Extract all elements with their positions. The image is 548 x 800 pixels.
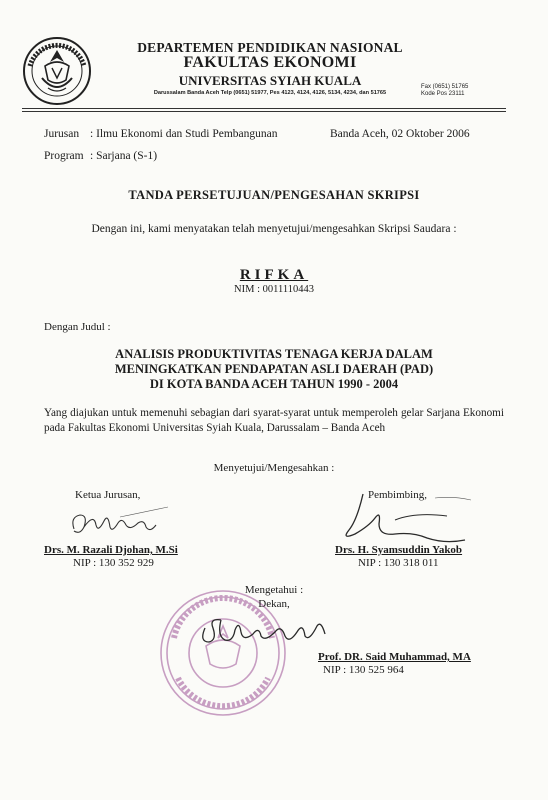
thesis-title-line-3: DI KOTA BANDA ACEH TAHUN 1990 - 2004 [149,377,399,391]
tut-wuri-handayani-logo [22,36,92,106]
letterhead-divider [22,108,506,109]
letterhead-divider-thin [22,111,506,112]
purpose-paragraph: Yang diajukan untuk memenuhi sebagian dari syarat-syarat untuk memperoleh gelar Sarjana Ekonomi pada Fakultas Ekonomi Universitas Syiah Kuala, Darussalam – Banda Aceh [44,407,504,434]
program-label: Program [44,150,84,162]
ketua-role: Ketua Jurusan, [75,489,141,501]
thesis-title-line-1: ANALISIS PRODUKTIVITAS TENAGA KERJA DALAM [115,347,433,361]
address-line: Darussalam Banda Aceh Telp (0651) 51977, Pes 4123, 4124, 4126, 5134, 4234, dan 51765 [153,90,387,96]
ketua-name: Drs. M. Razali Djohan, M.Si [44,544,178,556]
jurusan-value: : Ilmu Ekonomi dan Studi Pembangunan [90,128,278,140]
jurusan-label: Jurusan [44,128,80,140]
mengetahui-label: Mengetahui : [244,584,304,596]
postal-code: Kode Pos 23111 [421,91,465,97]
dekan-signature [195,612,345,652]
department-heading: DEPARTEMEN PENDIDIKAN NASIONAL [137,40,403,55]
judul-label: Dengan Judul : [44,321,111,333]
student-nim: NIM : 0011110443 [234,284,314,295]
pembimbing-role: Pembimbing, [368,489,427,501]
ketua-signature [60,505,170,545]
document-title: TANDA PERSETUJUAN/PENGESAHAN SKRIPSI [128,188,420,202]
approval-label: Menyetujui/Mengesahkan : [213,462,335,474]
fax-number: Fax (0651) 51765 [421,84,469,90]
program-value: : Sarjana (S-1) [90,150,158,162]
pembimbing-name: Drs. H. Syamsuddin Yakob [335,544,463,556]
dekan-name: Prof. DR. Said Muhammad, MA [318,651,471,663]
intro-statement: Dengan ini, kami menyatakan telah menyetujui/mengesahkan Skripsi Saudara : [91,223,457,235]
student-name-text: RIFKA [239,267,309,283]
dekan-nip: NIP : 130 525 964 [323,664,404,676]
pembimbing-signature [335,490,485,550]
university-heading: UNIVERSITAS SYIAH KUALA [178,73,362,88]
faculty-heading: FAKULTAS EKONOMI [183,54,357,71]
dekan-role: Dekan, [258,598,290,610]
thesis-title-line-2: MENINGKATKAN PENDAPATAN ASLI DAERAH (PAD) [114,362,434,376]
ketua-nip: NIP : 130 352 929 [73,557,154,569]
student-name [0,267,548,284]
pembimbing-nip: NIP : 130 318 011 [358,557,439,569]
document-date: Banda Aceh, 02 Oktober 2006 [330,128,470,140]
